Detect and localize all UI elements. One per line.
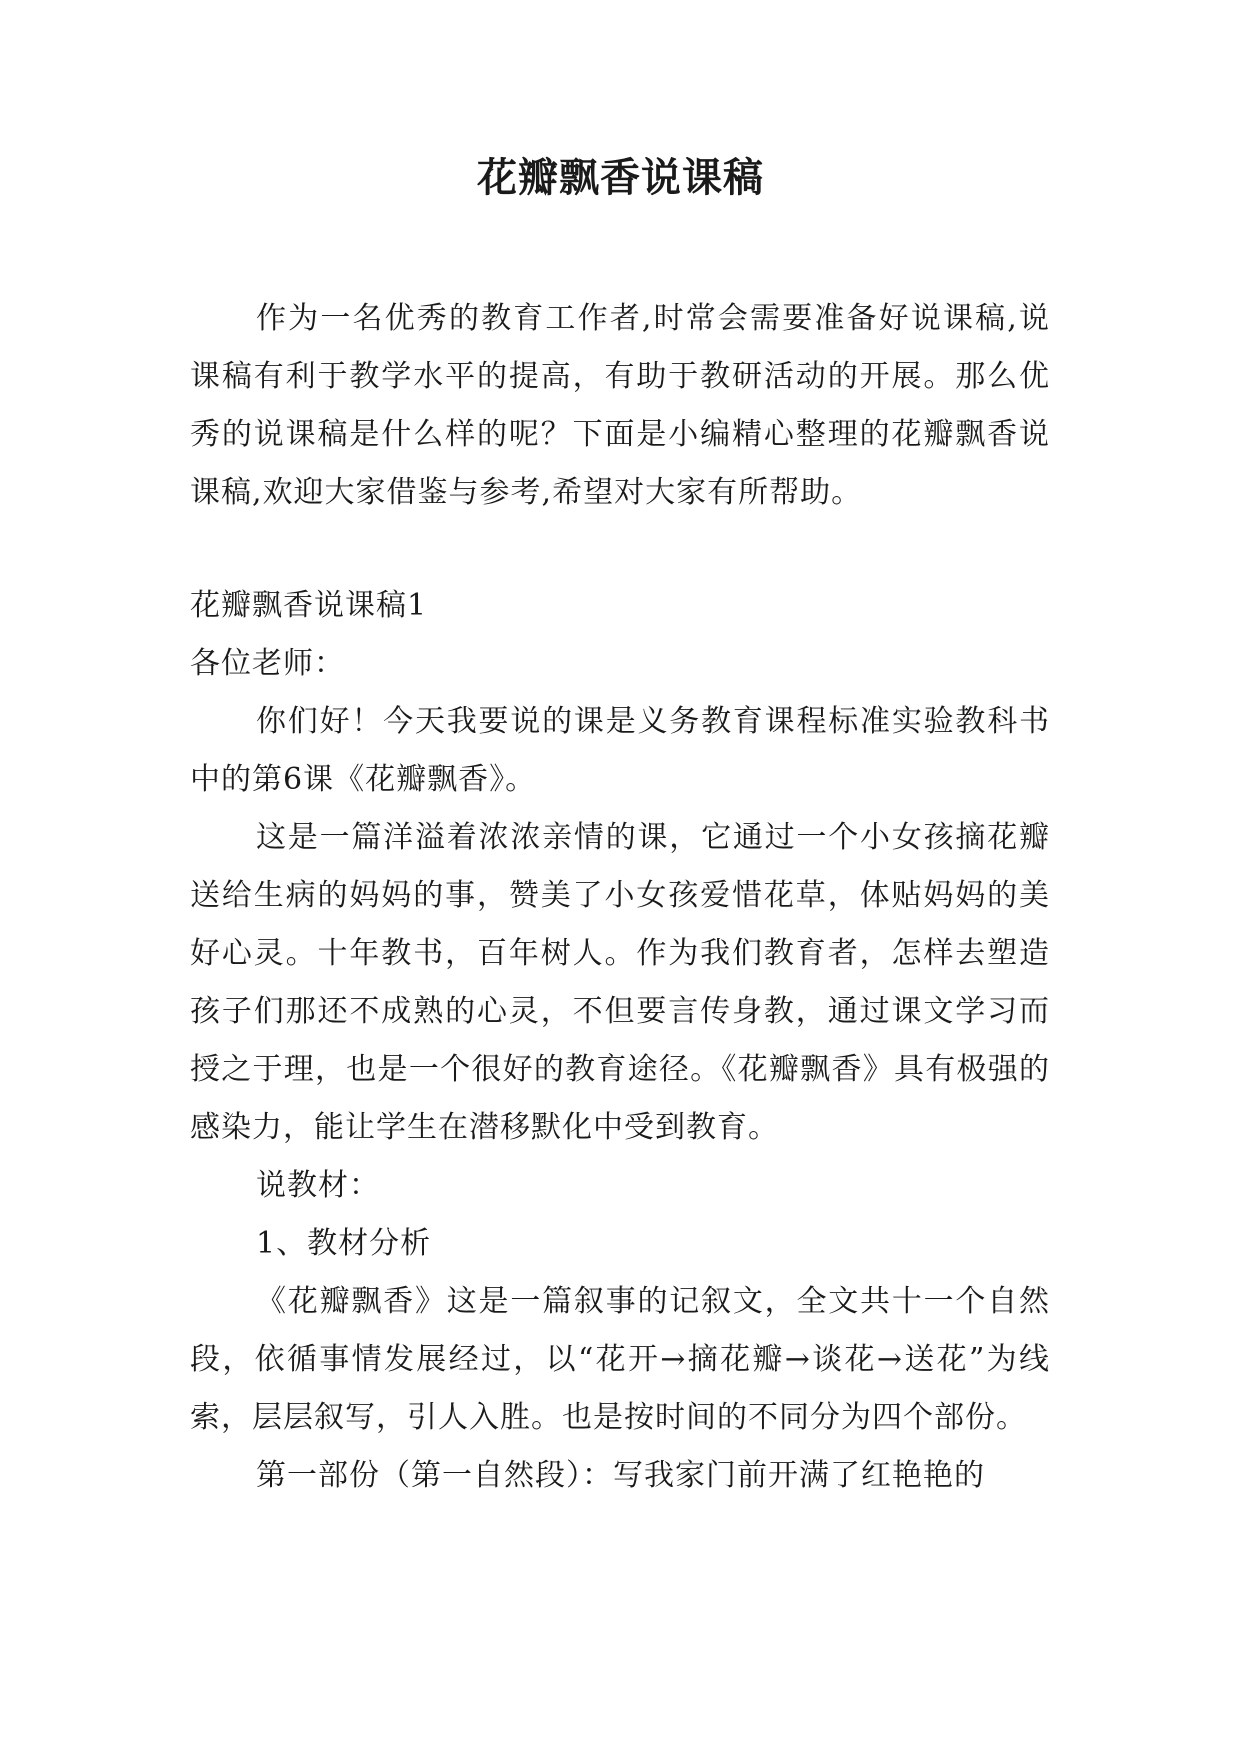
subheading-analysis: 1、教材分析 <box>256 1226 432 1261</box>
body-paragraph: 《花瓣飘香》这是一篇叙事的记叙文，全文共十一个自然段，依循事情发展经过，以“花开→摘花瓣→谈花→送花”为线索，层层叙写，引人入胜。也是按时间的不同分为四个部份。 <box>190 1284 1050 1435</box>
document-title: 花瓣飘香说课稿 <box>477 154 764 201</box>
document-body <box>190 577 1050 1505</box>
body-paragraph: 第一部份（第一自然段）：写我家门前开满了红艳艳的 <box>256 1458 985 1493</box>
section-heading: 花瓣飘香说课稿1 <box>190 588 428 623</box>
body-paragraph: 你们好！今天我要说的课是义务教育课程标准实验教科书中的第6课《花瓣飘香》。 <box>190 704 1050 797</box>
body-paragraph: 这是一篇洋溢着浓浓亲情的课，它通过一个小女孩摘花瓣送给生病的妈妈的事，赞美了小女孩爱惜花草，体贴妈妈的美好心灵。十年教书，百年树人。作为我们教育者，怎样去塑造孩子们那还不成熟的心灵，不但要言传身教，通过课文学习而授之于理，也是一个很好的教育途径。《花瓣飘香》具有极强的感染力，能让学生在潜移默化中受到教育。 <box>190 820 1050 1145</box>
subheading-textbook: 说教材： <box>256 1168 380 1203</box>
intro-paragraph: 作为一名优秀的教育工作者,时常会需要准备好说课稿,说课稿有利于教学水平的提高，有助于教研活动的开展。那么优秀的说课稿是什么样的呢？下面是小编精心整理的花瓣飘香说课稿,欢迎大家借鉴与参考,希望对大家有所帮助。 <box>190 301 1050 510</box>
greeting: 各位老师： <box>190 646 345 681</box>
